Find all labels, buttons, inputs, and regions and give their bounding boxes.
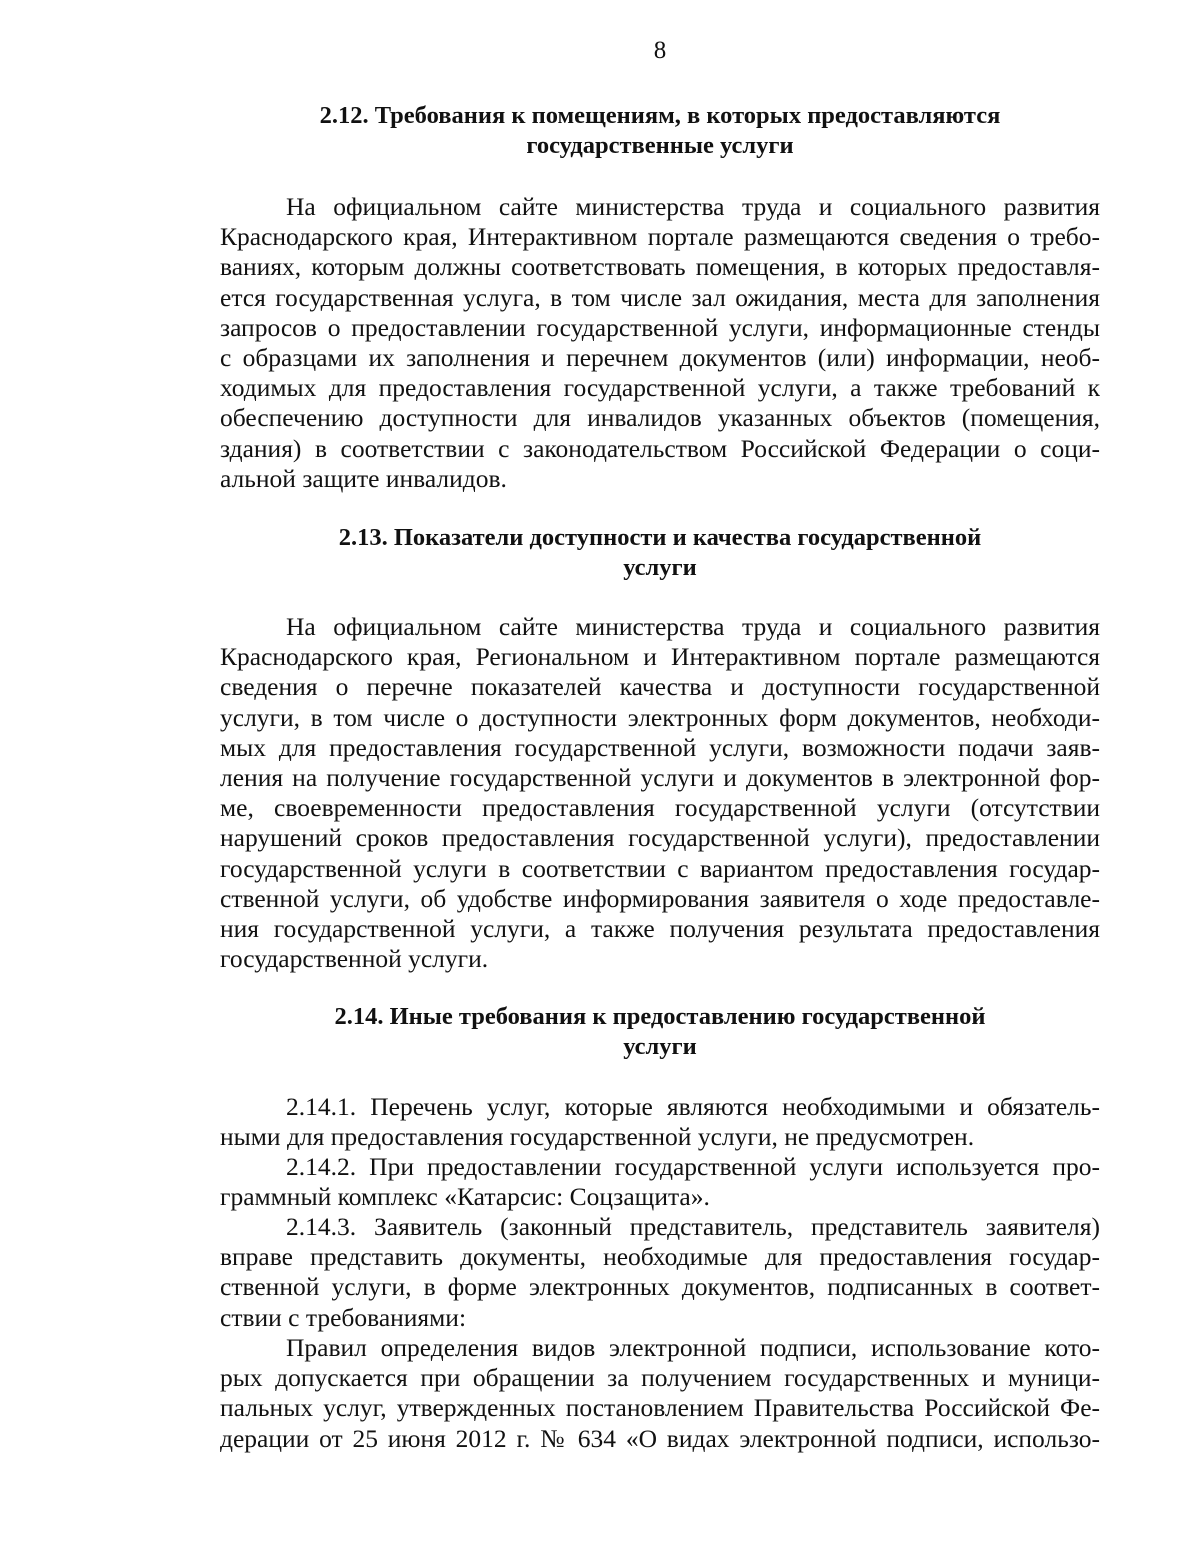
paragraph-2-13: [220, 612, 1100, 974]
text-line: ственной услуги, об удобстве информирования заявителя о ходе предоставле-: [220, 883, 1100, 913]
section-heading-2-12: [220, 101, 1100, 161]
text-line: мых для предоставления государственной услуги, возможности подачи заяв-: [220, 732, 1100, 762]
paragraph-rules: [220, 1333, 1100, 1454]
paragraph-2-14-2: [220, 1152, 1100, 1212]
paragraph-2-12: [220, 192, 1100, 494]
text-line: альной защите инвалидов.: [220, 463, 507, 493]
text-line: рых допускается при обращении за получением государственных и муници-: [220, 1363, 1100, 1393]
text-line: ваниях, которым должны соответствовать помещения, в которых предоставля-: [220, 252, 1100, 282]
text-line: 2.14.3. Заявитель (законный представитель, представитель заявителя): [286, 1212, 1100, 1241]
text-line: ствии с требованиями:: [220, 1302, 467, 1332]
text-line: здания) в соответствии с законодательством Российской Федерации о соци-: [220, 433, 1100, 463]
text-line: ными для предоставления государственной услуги, не предусмотрен.: [220, 1122, 975, 1152]
text-line: Краснодарского края, Интерактивном портале размещаются сведения о требо-: [220, 222, 1100, 252]
heading-line: 2.12. Требования к помещениям, в которых предоставляются: [319, 102, 1001, 129]
text-line: сведения о перечне показателей качества и доступности государственной: [220, 672, 1100, 702]
heading-line: 2.13. Показатели доступности и качества государственной: [338, 524, 982, 551]
text-line: 2.14.1. Перечень услуг, которые являются необходимыми и обязатель-: [286, 1092, 1100, 1121]
heading-line: 2.14. Иные требования к предоставлению государственной: [334, 1003, 986, 1030]
text-line: 2.14.2. При предоставлении государственной услуги используется про-: [286, 1152, 1100, 1181]
text-line: государственной услуги.: [220, 944, 489, 974]
text-line: Краснодарского края, Региональном и Интерактивном портале размещаются: [220, 642, 1100, 672]
heading-line: услуги: [623, 554, 697, 581]
text-line: вправе представить документы, необходимые для предоставления государ-: [220, 1242, 1100, 1272]
section-heading-2-14: [220, 1002, 1100, 1062]
text-line: ется государственная услуга, в том числе зал ожидания, места для заполнения: [220, 282, 1100, 312]
text-line: обеспечению доступности для инвалидов указанных объектов (помещения,: [220, 403, 1100, 433]
heading-line: услуги: [623, 1033, 697, 1060]
text-line: граммный комплекс «Катарсис: Соцзащита».: [220, 1182, 710, 1212]
text-line: запросов о предоставлении государственной услуги, информационные стенды: [220, 312, 1100, 342]
paragraph-2-14-3: [220, 1212, 1100, 1333]
paragraph-2-14-1: [220, 1092, 1100, 1152]
text-line: Правил определения видов электронной подписи, использование кото-: [286, 1333, 1100, 1362]
text-line: ходимых для предоставления государственной услуги, а также требований к: [220, 373, 1100, 403]
text-line: пальных услуг, утвержденных постановлением Правительства Российской Фе-: [220, 1393, 1100, 1423]
text-line: На официальном сайте министерства труда и социального развития: [286, 192, 1100, 221]
text-line: ления на получение государственной услуги и документов в электронной фор-: [220, 763, 1100, 793]
text-line: дерации от 25 июня 2012 г. № 634 «О видах электронной подписи, использо-: [220, 1423, 1100, 1453]
text-line: государственной услуги в соответствии с вариантом предоставления государ-: [220, 853, 1100, 883]
heading-line: государственные услуги: [526, 132, 794, 159]
text-line: с образцами их заполнения и перечнем документов (или) информации, необ-: [220, 343, 1100, 373]
text-line: нарушений сроков предоставления государственной услуги), предоставлении: [220, 823, 1100, 853]
page-number: 8: [653, 37, 667, 64]
text-line: ме, своевременности предоставления государственной услуги (отсутствии: [220, 793, 1100, 823]
text-line: услуги, в том числе о доступности электронных форм документов, необходи-: [220, 702, 1100, 732]
text-line: На официальном сайте министерства труда и социального развития: [286, 612, 1100, 641]
section-heading-2-13: [220, 523, 1100, 583]
text-line: ния государственной услуги, а также получения результата предоставления: [220, 914, 1100, 944]
text-line: ственной услуги, в форме электронных документов, подписанных в соответ-: [220, 1272, 1100, 1302]
